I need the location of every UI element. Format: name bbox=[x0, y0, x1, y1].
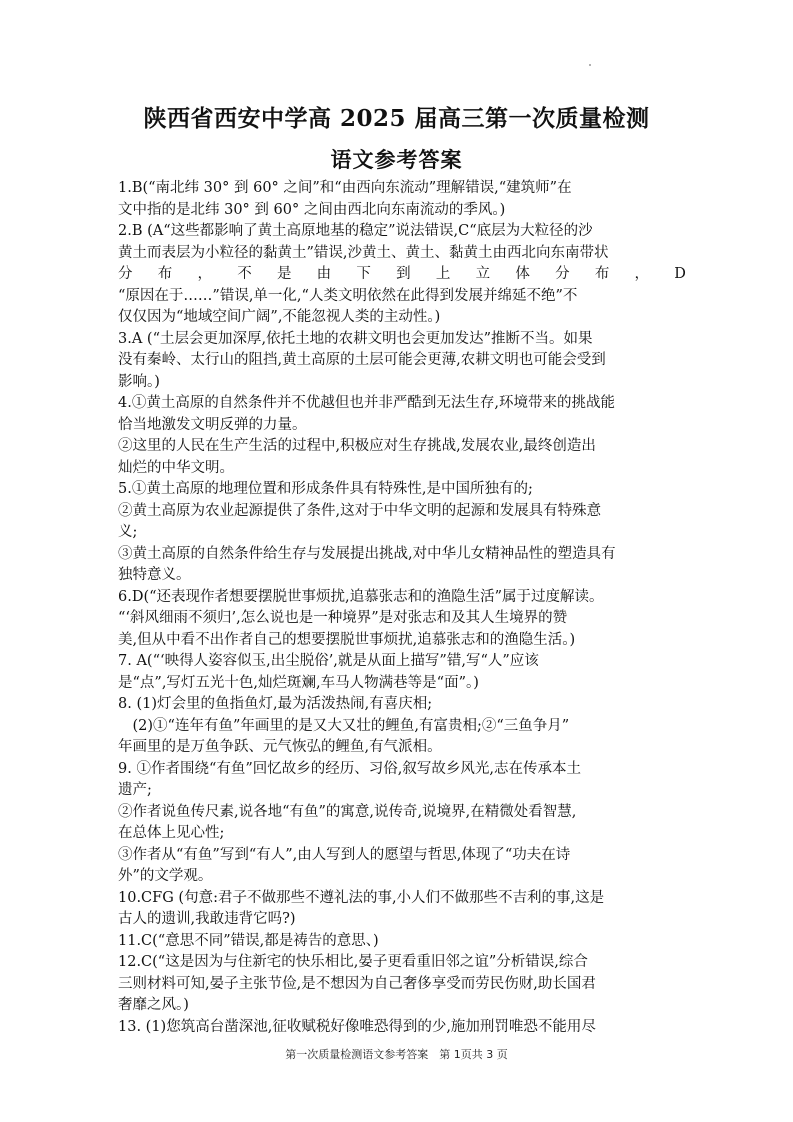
answer-line: ③黄土高原的自然条件给生存与发展提出挑战,对中华儿女精神品性的塑造具有 bbox=[118, 545, 616, 562]
answer-line: 9. ①作者围绕“有鱼”回忆故乡的经历、习俗,叙写故乡风光,志在传承本土 bbox=[118, 760, 581, 777]
answer-line: 黄土而表层为小粒径的黏黄土”错误,沙黄土、黄土、黏黄土由西北向东南带状 bbox=[118, 244, 609, 261]
answer-line: 外”的文学观。 bbox=[118, 868, 213, 884]
answer-line: 仅仅因为“地域空间广阔”,不能忽视人类的主动性。) bbox=[118, 309, 441, 325]
answer-line: 是“点”,写灯五光十色,灿烂斑斓,车马人物满巷等是“面”。) bbox=[118, 674, 479, 691]
answer-line-char: 布 bbox=[157, 266, 173, 282]
answer-line: “‘斜风细雨不须归’,怎么说也是一种境界”是对张志和及其人生境界的赞 bbox=[118, 610, 568, 626]
answer-line: 义; bbox=[118, 524, 138, 540]
answer-line: 灿烂的中华文明。 bbox=[118, 459, 234, 476]
answer-line: 影响。) bbox=[118, 373, 160, 390]
answer-line: ②黄土高原为农业起源提供了条件,这对于中华文明的起源和发展具有特殊意 bbox=[118, 502, 602, 519]
page-title: 陕西省西安中学高 2025 届高三第一次质量检测 bbox=[143, 105, 650, 132]
answer-line: ③作者从“有鱼”写到“有人”,由人写到人的愿望与哲思,体现了“功夫在诗 bbox=[118, 846, 571, 863]
answer-content bbox=[118, 178, 686, 1038]
answer-line: 11.C(“意思不同”错误,都是祷告的意思、) bbox=[118, 932, 379, 949]
page-subtitle: 语文参考答案 bbox=[330, 147, 463, 172]
page-footer: 第一次质量检测语文参考答案 第 1页共 3 页 bbox=[285, 1048, 508, 1061]
answer-line-char: 由 bbox=[316, 266, 332, 282]
answer-line: 6.D(“还表现作者想要摆脱世事烦扰,追慕张志和的渔隐生活”属于过度解读。 bbox=[118, 588, 604, 605]
answer-line: ②这里的人民在生产生活的过程中,积极应对生存挑战,发展农业,最终创造出 bbox=[118, 438, 596, 454]
answer-line: 5.①黄土高原的地理位置和形成条件具有特殊性,是中国所独有的; bbox=[118, 481, 533, 497]
answer-line: 奢靡之风。) bbox=[118, 997, 189, 1013]
answer-line: 独特意义。 bbox=[118, 567, 191, 583]
answer-line-char: 立 bbox=[475, 266, 491, 282]
answer-line-char: 不 bbox=[237, 266, 252, 282]
answer-line: (2)①“连年有鱼”年画里的是又大又壮的鲤鱼,有富贵相;②“三鱼争月” bbox=[118, 717, 570, 734]
answer-line: 遗产; bbox=[118, 782, 152, 798]
answer-line-char: 分 bbox=[118, 266, 133, 282]
answer-line: 8. (1)灯会里的鱼指鱼灯,最为活泼热闹,有喜庆相; bbox=[118, 696, 433, 712]
answer-line: 2.B (A“这些都影响了黄土高原地基的稳定”说法错误,C“底层为大粒径的沙 bbox=[118, 223, 593, 239]
answer-line: 1.B(“南北纬 30° 到 60° 之间”和“由西向东流动”理解错误,“建筑师”在 bbox=[118, 180, 572, 196]
answer-line: 古人的遗训,我敢违背它吗?) bbox=[118, 911, 296, 927]
answer-line-char: 体 bbox=[515, 266, 530, 282]
answer-line: 三则材料可知,晏子主张节俭,是不想因为自己奢侈享受而劳民伤财,助长国君 bbox=[118, 975, 596, 992]
answer-line: 美,但从中看不出作者自己的想要摆脱世事烦扰,追慕张志和的渔隐生活。) bbox=[118, 631, 576, 648]
answer-line-char: 到 bbox=[396, 266, 411, 282]
answer-line-char: ， bbox=[634, 266, 650, 282]
answer-line-char: 下 bbox=[356, 266, 371, 282]
answer-line: 3.A (“土层会更加深厚,依托土地的农耕文明也会更加发达”推断不当。如果 bbox=[118, 330, 593, 347]
answer-line-char: 分 bbox=[555, 266, 570, 282]
answer-line: “原因在于……”错误,单一化,“人类文明依然在此得到发展并绵延不绝”不 bbox=[118, 287, 578, 304]
answer-line: 10.CFG (句意:君子不做那些不遵礼法的事,小人们不做那些不吉利的事,这是 bbox=[118, 889, 605, 906]
answer-line-char: ， bbox=[197, 266, 212, 282]
answer-line: ②作者说鱼传尺素,说各地“有鱼”的寓意,说传奇,说境界,在精微处看智慧, bbox=[118, 803, 577, 820]
answer-line-char: 上 bbox=[435, 266, 451, 282]
answer-line-char: D bbox=[674, 266, 686, 282]
answer-line: 13. (1)您筑高台凿深池,征收赋税好像唯恐得到的少,施加刑罚唯恐不能用尽 bbox=[118, 1018, 596, 1035]
answer-line: 在总体上见心性; bbox=[118, 825, 225, 841]
answer-line: 12.C(“这是因为与住新宅的快乐相比,晏子更看重旧邻之谊”分析错误,综合 bbox=[118, 954, 588, 970]
scan-dot bbox=[589, 64, 591, 66]
answer-line: 没有秦岭、太行山的阻挡,黄土高原的土层可能会更薄,农耕文明也可能会受到 bbox=[118, 352, 606, 368]
answer-line: 恰当地激发文明反弹的力量。 bbox=[118, 416, 307, 433]
answer-line-char: 是 bbox=[276, 266, 292, 282]
answer-line: 文中指的是北纬 30° 到 60° 之间由西北向东南流动的季风。) bbox=[118, 201, 506, 218]
answer-line-char: 布 bbox=[594, 266, 610, 282]
answer-line: 4.①黄土高原的自然条件并不优越但也并非严酷到无法生存,环境带来的挑战能 bbox=[118, 395, 615, 411]
answer-line: 7. A(“‘映得人姿容似玉,出尘脱俗’,就是从面上描写”错,写“人”应该 bbox=[118, 653, 539, 669]
answer-line bbox=[118, 264, 686, 286]
answer-line: 年画里的是万鱼争跃、元气恢弘的鲤鱼,有气派相。 bbox=[118, 739, 442, 755]
